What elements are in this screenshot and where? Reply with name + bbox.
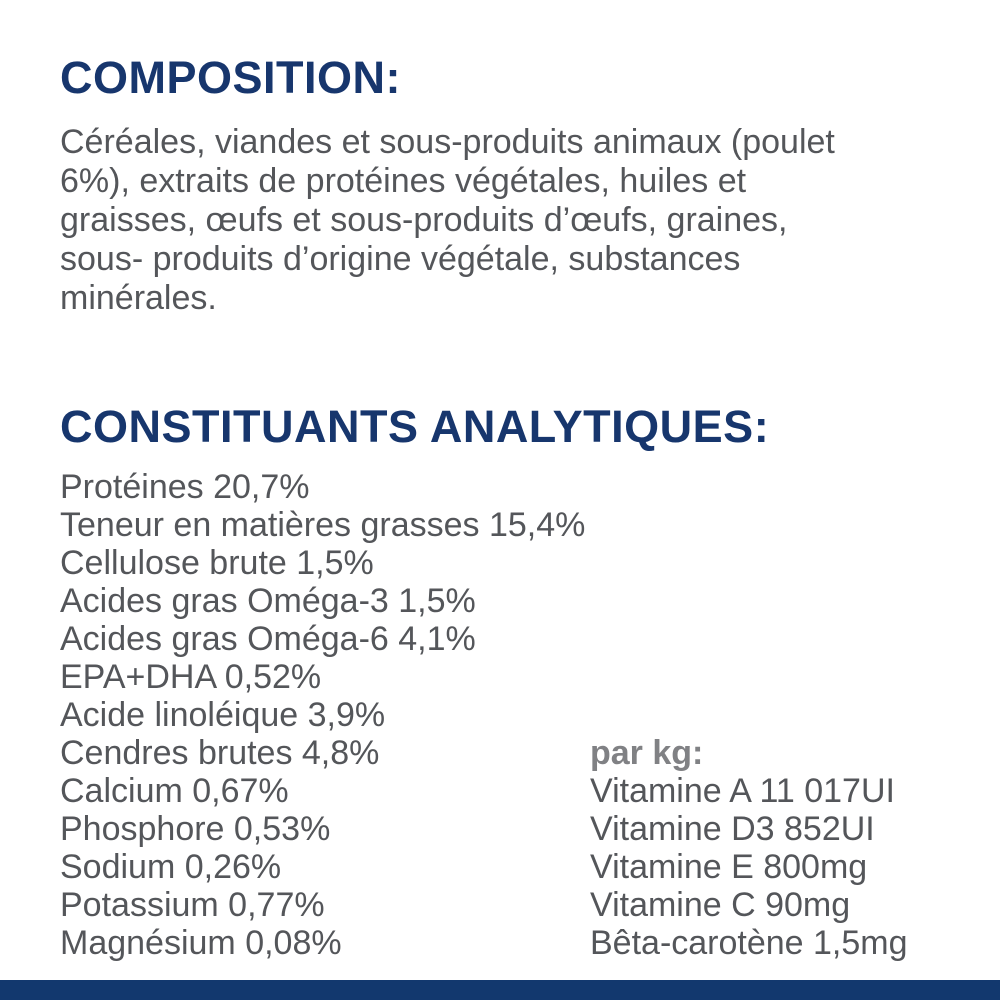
composition-line: 6%), extraits de protéines végétales, huiles et	[60, 162, 747, 201]
label-content	[60, 0, 960, 962]
analytical-item: Phosphore 0,53%	[60, 810, 331, 848]
analytical-heading: CONSTITUANTS ANALYTIQUES:	[60, 401, 770, 452]
analytical-item: Cellulose brute 1,5%	[60, 544, 374, 582]
composition-heading: COMPOSITION:	[60, 52, 401, 103]
per-kg-item: Vitamine E 800mg	[590, 848, 868, 886]
analytical-item: Acide linoléique 3,9%	[60, 696, 386, 734]
analytical-item: Cendres brutes 4,8%	[60, 734, 380, 772]
analytical-item: Acides gras Oméga-3 1,5%	[60, 582, 476, 620]
analytical-item: Magnésium 0,08%	[60, 924, 342, 962]
per-kg-label: par kg:	[590, 734, 704, 772]
composition-line: sous- produits d’origine végétale, substances	[60, 240, 741, 279]
analytical-list	[60, 468, 908, 962]
analytical-item: Sodium 0,26%	[60, 848, 282, 886]
per-kg-column	[590, 734, 908, 962]
analytical-item: Acides gras Oméga-6 4,1%	[60, 620, 476, 658]
composition-line: graisses, œufs et sous-produits d’œufs, graines,	[60, 201, 788, 240]
per-kg-item: Vitamine C 90mg	[590, 886, 851, 924]
composition-line: Céréales, viandes et sous-produits animaux (poulet	[60, 123, 835, 162]
analytical-item: Protéines 20,7%	[60, 468, 310, 506]
composition-line: minérales.	[60, 279, 217, 318]
footer-bar	[0, 980, 1000, 1000]
composition-text	[60, 123, 960, 318]
analytical-item: Calcium 0,67%	[60, 772, 289, 810]
per-kg-item: Vitamine A 11 017UI	[590, 772, 895, 810]
analytical-item: Potassium 0,77%	[60, 886, 325, 924]
analytical-item: EPA+DHA 0,52%	[60, 658, 322, 696]
analytical-item: Teneur en matières grasses 15,4%	[60, 506, 586, 544]
per-kg-item: Vitamine D3 852UI	[590, 810, 875, 848]
per-kg-item: Bêta-carotène 1,5mg	[590, 924, 908, 962]
